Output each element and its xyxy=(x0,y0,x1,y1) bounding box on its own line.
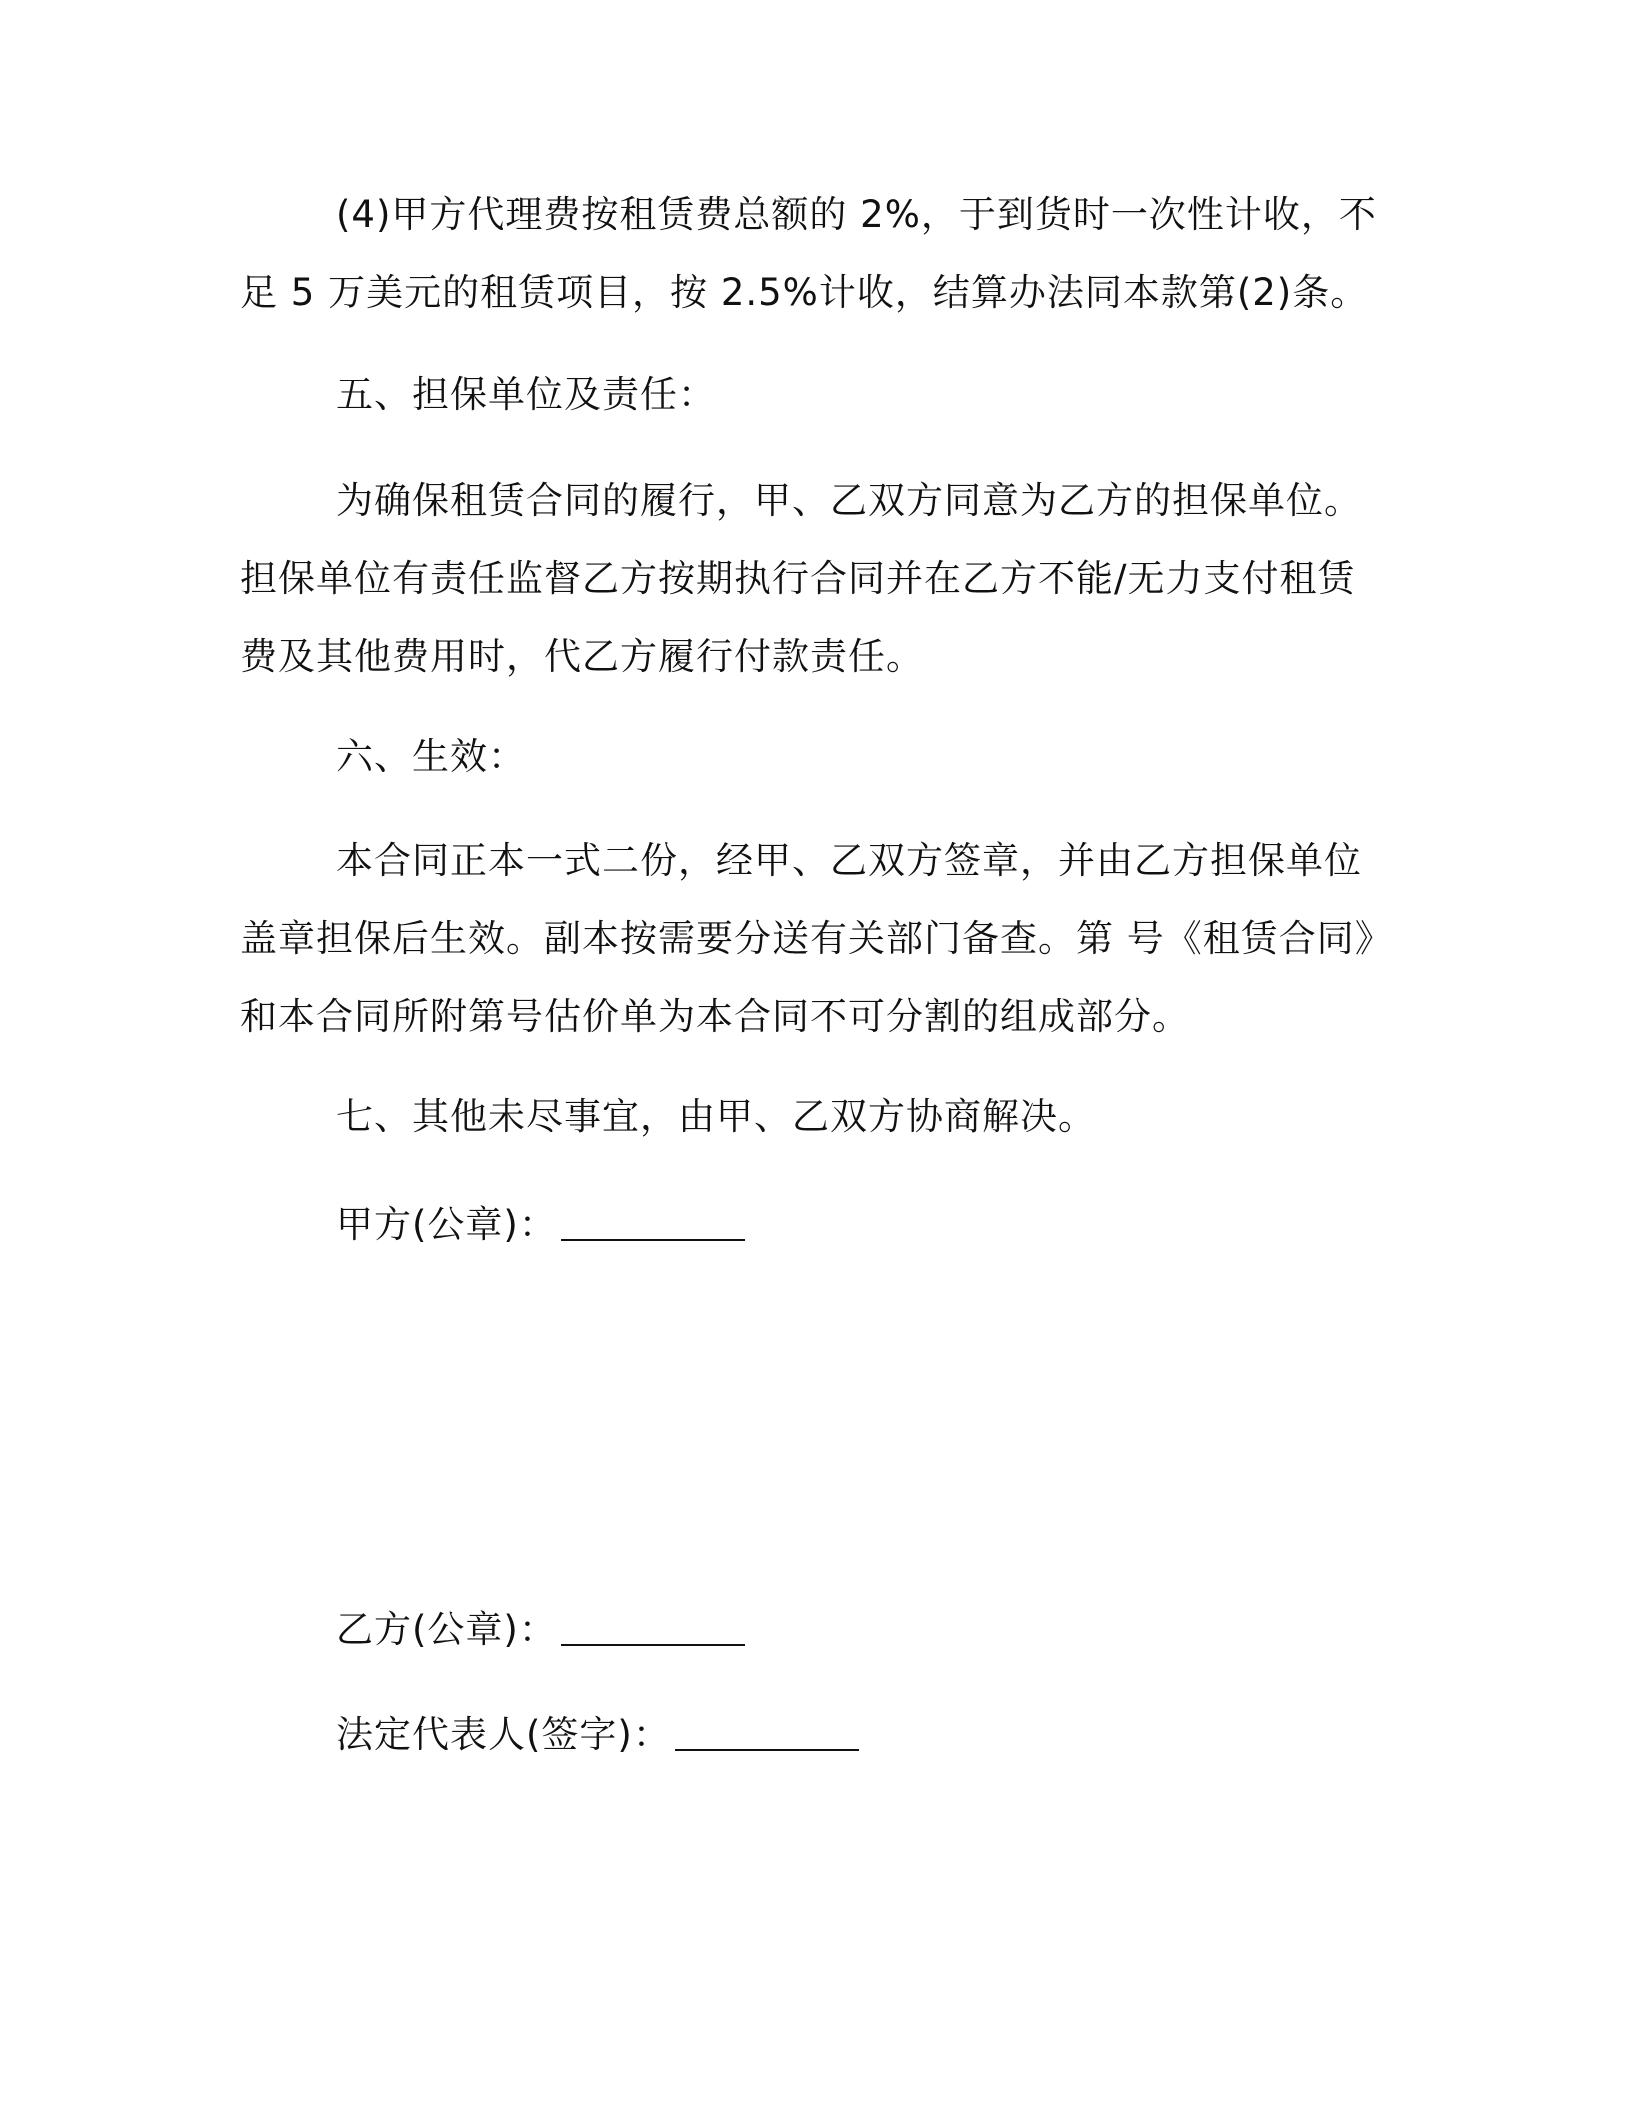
legal-rep-blank[interactable] xyxy=(675,1713,859,1751)
section-6-heading: 六、生效： xyxy=(336,735,526,778)
section-5-heading: 五、担保单位及责任： xyxy=(336,373,716,416)
document-page xyxy=(240,0,1380,2112)
section-5-body: 为确保租赁合同的履行，甲、乙双方同意为乙方的担保单位。担保单位有责任监督乙方按期执行合同并在乙方不能/无力支付租赁费及其他费用时，代乙方履行付款责任。 xyxy=(240,479,1362,678)
party-a-signature-line xyxy=(336,1195,745,1255)
section-7-heading: 七、其他未尽事宜，由甲、乙双方协商解决。 xyxy=(336,1095,1096,1138)
party-b-label: 乙方(公章)： xyxy=(336,1608,557,1651)
party-b-blank[interactable] xyxy=(561,1608,745,1646)
clause-4-agency-fee: (4)甲方代理费按租赁费总额的 2%，于到货时一次性计收，不足 5 万美元的租赁项目，按 2.5%计收，结算办法同本款第(2)条。 xyxy=(240,193,1377,314)
legal-rep-signature-line xyxy=(336,1705,859,1765)
party-b-signature-line xyxy=(336,1600,745,1660)
party-a-blank[interactable] xyxy=(561,1203,745,1241)
section-6-body: 本合同正本一式二份，经甲、乙双方签章，并由乙方担保单位盖章担保后生效。副本按需要分送有关部门备查。第 号《租赁合同》和本合同所附第号估价单为本合同不可分割的组成部分。 xyxy=(240,839,1375,1038)
legal-rep-label: 法定代表人(签字)： xyxy=(336,1713,671,1756)
party-a-label: 甲方(公章)： xyxy=(336,1203,557,1246)
